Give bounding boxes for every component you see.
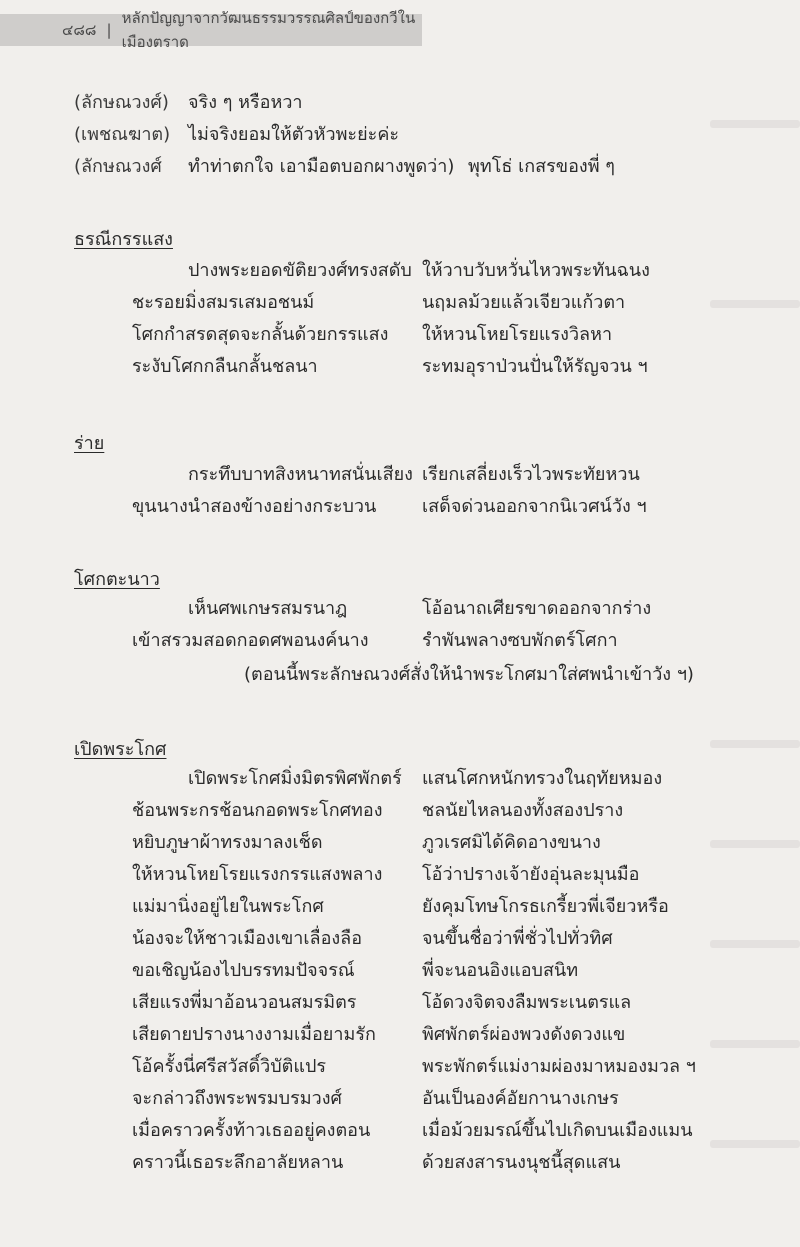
verse-first-half: เห็นศพเกษรสมรนาฎ [188,598,348,619]
verse-first-half: ขอเชิญน้องไปบรรทมปัจจรณ์ [132,960,355,981]
section-heading: ร่าย [74,433,105,454]
section-heading: โศกตะนาว [74,569,160,590]
show-through-mark [710,120,800,128]
verse-first-half: ช้อนพระกรช้อนกอดพระโกศทอง [132,800,383,821]
dialogue-speaker: (ลักษณวงศ์ [74,156,162,177]
show-through-mark [710,840,800,848]
verse-second-half: จนขึ้นชื่อว่าพี่ชั่วไปทั่วทิศ [422,928,613,949]
show-through-mark [710,740,800,748]
verse-first-half: ปางพระยอดขัติยวงศ์ทรงสดับ [188,260,412,281]
verse-first-half: แม่มานิ่งอยู่ไยในพระโกศ [132,896,324,917]
show-through-mark [710,940,800,948]
verse-second-half: ยังคุมโทษโกรธเกรี้ยวพี่เจียวหรือ [422,896,669,917]
verse-first-half: โศกกำสรดสุดจะกลั้นด้วยกรรแสง [132,324,389,345]
verse-second-half: เมื่อม้วยมรณ์ขึ้นไปเกิดบนเมืองแมน [422,1120,693,1141]
show-through-mark [710,1040,800,1048]
dialogue-speaker: (เพชณฆาต) [74,124,171,145]
verse-second-half: ให้วาบวับหวั่นไหวพระทันฉนง [422,260,650,281]
running-header [0,9,422,51]
verse-first-half: โอ้ครั้งนี่ศรีสวัสดิ์วิบัติแปร [132,1056,327,1077]
verse-second-half: ชลนัยไหลนองทั้งสองปราง [422,800,624,821]
verse-first-half: ชะรอยมิ่งสมรเสมอชนม์ [132,292,315,313]
verse-first-half: ขุนนางนำสองข้างอย่างกระบวน [132,496,377,517]
verse-second-half: โอ้ดวงจิตจงลืมพระเนตรแล [422,992,632,1013]
verse-first-half: หยิบภูษาผ้าทรงมาลงเช็ด [132,832,323,853]
verse-second-half: พระพักตร์แม่งามผ่องมาหมองมวล ฯ [422,1056,696,1077]
verse-second-half: ด้วยสงสารนงนุชนี้สุดแสน [422,1152,621,1173]
verse-second-half: พิศพักตร์ผ่องพวงดังดวงแข [422,1024,626,1045]
dialogue-extra: พุทโธ่ เกสรของพี่ ๆ [468,156,615,177]
stage-direction: (ตอนนี้พระลักษณวงศ์สั่งให้นำพระโกศมาใส่ศพนำเข้าวัง ฯ) [244,664,694,685]
verse-second-half: นฤมลม้วยแล้วเจียวแก้วตา [422,292,626,313]
verse-second-half: โอ้อนาถเศียรขาดออกจากร่าง [422,598,652,619]
verse-first-half: กระทึบบาทสิงหนาทสนั่นเสียง [188,464,413,485]
section-heading: เปิดพระโกศ [74,739,167,760]
verse-first-half: เมื่อคราวครั้งท้าวเธออยู่คงตอน [132,1120,371,1141]
section-heading: ธรณีกรรแสง [74,229,173,250]
verse-second-half: เรียกเสลี่ยงเร็วไวพระทัยหวน [422,464,640,485]
dialogue-text: ไม่จริงยอมให้ตัวหัวพะย่ะค่ะ [188,124,400,145]
verse-second-half: ภูวเรศมิได้คิดอางขนาง [422,832,601,853]
verse-second-half: ระทมอุราป่วนปั่นให้รัญจวน ฯ [422,356,648,377]
verse-second-half: รำพันพลางซบพักตร์โศกา [422,630,618,651]
verse-second-half: ให้หวนโหยโรยแรงวิลหา [422,324,613,345]
verse-first-half: น้องจะให้ชาวเมืองเขาเลื่องลือ [132,928,363,949]
show-through-mark [710,300,800,308]
verse-first-half: เสียดายปรางนางงามเมื่อยามรัก [132,1024,376,1045]
verse-first-half: เปิดพระโกศมิ่งมิตรพิศพักตร์ [188,768,402,789]
verse-second-half: พี่จะนอนอิงแอบสนิท [422,960,579,981]
book-title: หลักปัญญาจากวัฒนธรรมวรรณศิลป์ของกวีในเมืองตราด [121,9,416,51]
verse-second-half: โอ้ว่าปรางเจ้ายังอุ่นละมุนมือ [422,864,640,885]
verse-first-half: ให้หวนโหยโรยแรงกรรแสงพลาง [132,864,383,885]
page-number: ๔๘๘ [62,21,97,39]
verse-first-half: ระงับโศกกลืนกลั้นชลนา [132,356,318,377]
dialogue-speaker: (ลักษณวงศ์) [74,92,169,113]
verse-first-half: คราวนี้เธอระลึกอาลัยหลาน [132,1152,344,1173]
verse-first-half: เสียแรงพี่มาอ้อนวอนสมรมิตร [132,992,357,1013]
verse-second-half: เสด็จด่วนออกจากนิเวศน์วัง ฯ [422,496,647,517]
dialogue-text: ทำท่าตกใจ เอามือตบอกผางพูดว่า) [188,156,455,177]
header-separator: | [106,21,112,39]
dialogue-text: จริง ๆ หรือหวา [188,92,303,113]
verse-first-half: เข้าสรวมสอดกอดศพอนงค์นาง [132,630,369,651]
show-through-mark [710,1140,800,1148]
verse-second-half: อันเป็นองค์อัยกานางเกษร [422,1088,619,1109]
verse-second-half: แสนโศกหนักทรวงในฤทัยหมอง [422,768,663,789]
verse-first-half: จะกล่าวถึงพระพรมบรมวงศ์ [132,1088,342,1109]
